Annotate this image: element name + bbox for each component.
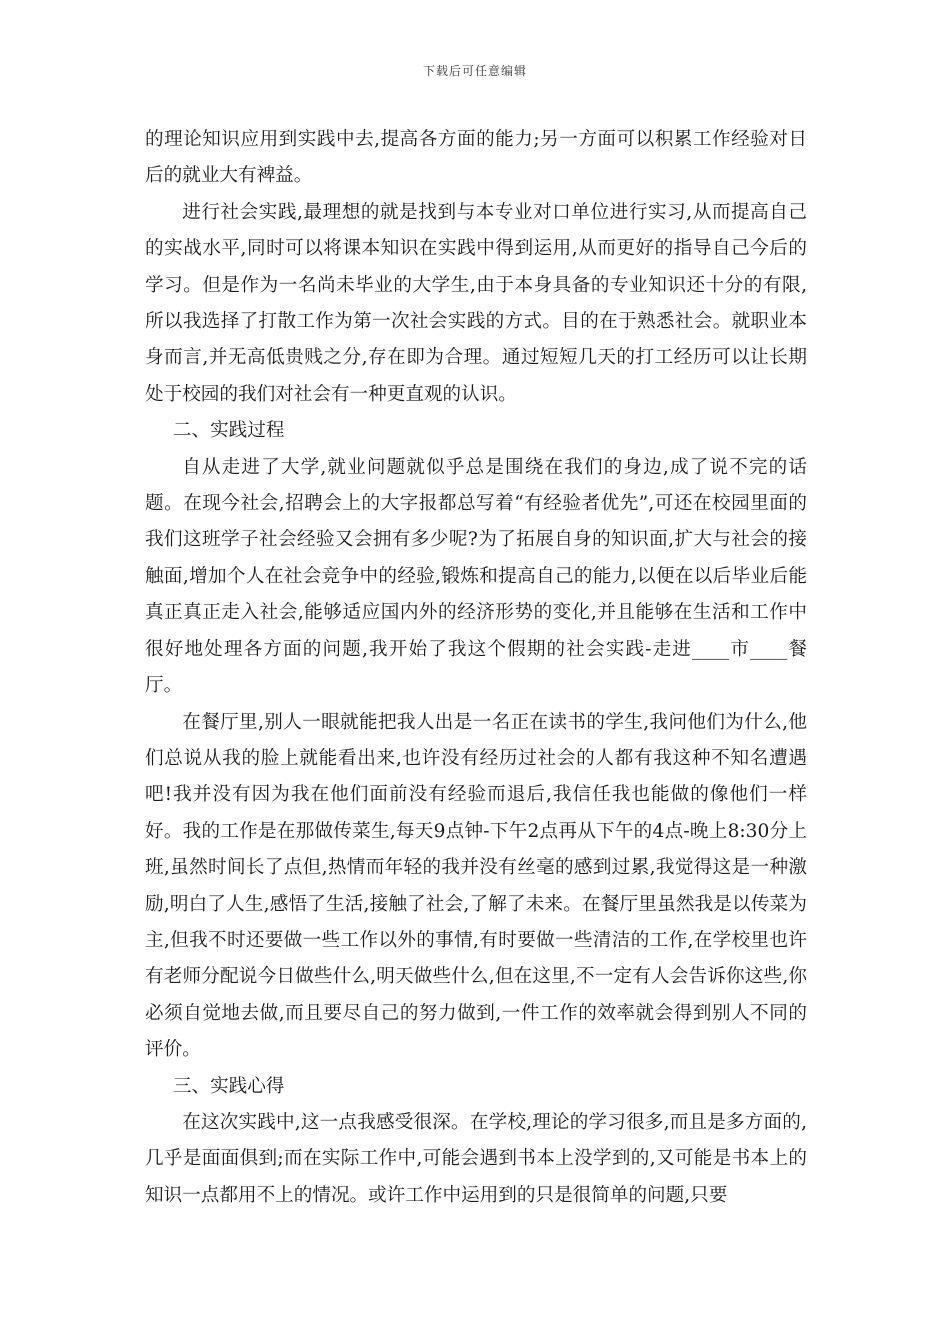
- page-header: 下载后可任意编辑: [422, 64, 527, 78]
- section-heading-practice-process: 二、实践过程: [172, 420, 285, 442]
- document-body: [145, 122, 807, 1214]
- paragraph: 在这次实践中,这一点我感受很深。在学校,理论的学习很多,而且是多方面的,几乎是面面俱到;而在实际工作中,可能会遇到书本上没学到的,又可能是书本上的知识一点都用不上的情况。或许工作中运用到的只是很简单的问题,只要: [145, 1111, 807, 1206]
- paragraph-continued: 的理论知识应用到实践中去,提高各方面的能力;另一方面可以积累工作经验对日后的就业大有裨益。: [145, 129, 807, 187]
- paragraph: 自从走进了大学,就业问题就似乎总是围绕在我们的身边,成了说不完的话题。在现今社会,招聘会上的大字报都总写着“有经验者优先”,可还在校园里面的我们这班学子社会经验又会拥有多少呢?为了拓展自身的知识面,扩大与社会的接触面,增加个人在社会竞争中的经验,锻炼和提高自己的能力,以便在以后毕业后能真正真正走入社会,能够适应国内外的经济形势的变化,并且能够在生活和工作中很好地处理各方面的问题,我开始了我这个假期的社会实践-走进____市____餐厅。: [145, 456, 807, 697]
- section-heading-practice-reflection: 三、实践心得: [172, 1075, 285, 1097]
- paragraph: 在餐厅里,别人一眼就能把我人出是一名正在读书的学生,我问他们为什么,他们总说从我的脸上就能看出来,也许没有经历过社会的人都有我这种不知名遭遇吧!我并没有因为我在他们面前没有经验而退后,我信任我也能做的像他们一样好。我的工作是在那做传菜生,每天9点钟-下午2点再从下午的4点-晚上8:30分上班,虽然时间长了点但,热情而年轻的我并没有丝毫的感到过累,我觉得这是一种激励,明白了人生,感悟了生活,接触了社会,了解了未来。在餐厅里虽然我是以传菜为主,但我不时还要做一些工作以外的事情,有时要做一些清洁的工作,在学校里也许有老师分配说今日做些什么,明天做些什么,但在这里,不一定有人会告诉你这些,你必须自觉地去做,而且要尽自己的努力做到,一件工作的效率就会得到别人不同的评价。: [145, 711, 807, 1061]
- paragraph: 进行社会实践,最理想的就是找到与本专业对口单位进行实习,从而提高自己的实战水平,同时可以将课本知识在实践中得到运用,从而更好的指导自己今后的学习。但是作为一名尚未毕业的大学生,由于本身具备的专业知识还十分的有限,所以我选择了打散工作为第一次社会实践的方式。目的在于熟悉社会。就职业本身而言,并无高低贵贱之分,存在即为合理。通过短短几天的打工经历可以让长期处于校园的我们对社会有一种更直观的认识。: [145, 201, 807, 405]
